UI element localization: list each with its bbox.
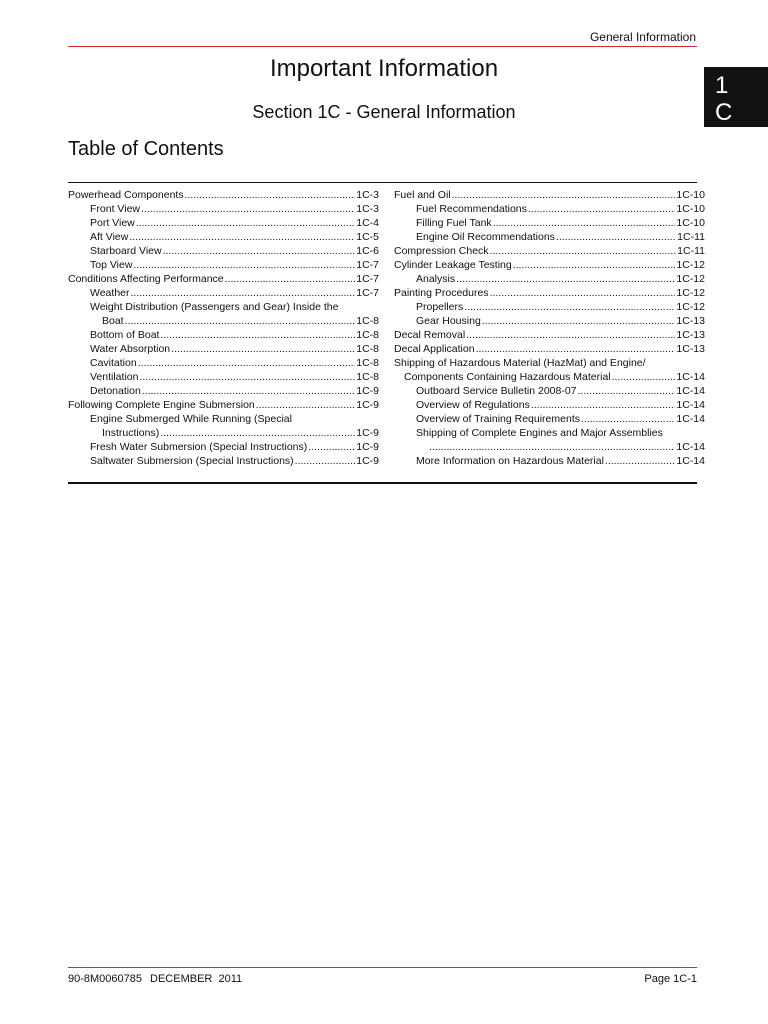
toc-entry[interactable] [68,412,379,426]
toc-entry-leader [185,188,356,202]
toc-entry-page: 1C-13 [676,343,705,355]
toc-entry-label: More Information on Hazardous Material [416,455,604,467]
toc-entry-page: 1C-8 [356,343,379,355]
toc-entry-label: Gear Housing [416,315,481,327]
toc-entry-label: Fuel and Oil [394,189,451,201]
toc-entry-page: 1C-14 [676,399,705,411]
toc-entry-leader [160,328,355,342]
toc-entry-leader [225,272,356,286]
page-title: Important Information [269,55,499,82]
toc-entry-page: 1C-7 [356,287,379,299]
toc-entry-label: Compression Check [394,245,489,257]
toc-entry-label: Filling Fuel Tank [416,217,492,229]
toc-entry-leader [605,454,675,468]
toc-top-rule [68,182,697,183]
toc-entry[interactable] [68,230,379,244]
footer-page-number: Page 1C-1 [644,973,697,985]
toc-entry-page: 1C-5 [356,231,379,243]
toc-entry-page: 1C-4 [356,217,379,229]
toc-entry-leader [136,216,355,230]
toc-entry-leader [456,272,675,286]
toc-entry-leader [429,440,675,454]
toc-entry[interactable] [68,300,379,314]
toc-entry-leader [171,342,355,356]
toc-entry[interactable] [68,258,379,272]
toc-entry-label: Overview of Regulations [416,399,530,411]
toc-entry-leader [493,216,676,230]
toc-entry-page: 1C-10 [676,217,705,229]
toc-entry[interactable] [68,202,379,216]
toc-entry-label: Fresh Water Submersion (Special Instructions) [90,441,308,453]
toc-entry-leader [452,188,676,202]
toc-entry-page: 1C-10 [676,203,705,215]
toc-entry-page: 1C-9 [356,441,379,453]
toc-entry[interactable] [68,426,379,440]
header-red-rule [68,46,697,47]
toc-entry[interactable] [394,216,705,230]
toc-entry[interactable] [68,440,379,454]
toc-entry-page: 1C-7 [356,259,379,271]
toc-entry[interactable] [394,454,705,468]
toc-entry-label: Ventilation [90,371,139,383]
toc-entry-label: Cylinder Leakage Testing [394,259,512,271]
toc-entry-page: 1C-9 [356,427,379,439]
toc-entry[interactable] [394,328,705,342]
toc-entry-page: 1C-14 [676,385,705,397]
toc-entry-leader [163,244,356,258]
toc-entry-label: Detonation [90,385,141,397]
toc-entry[interactable] [68,188,379,202]
toc-left-column [68,188,379,468]
toc-entry-page: 1C-8 [356,329,379,341]
toc-entry-label: Conditions Affecting Performance [68,273,224,285]
toc-entry[interactable] [68,286,379,300]
toc-entry-leader [160,426,355,440]
toc-entry-leader [464,300,675,314]
toc-entry[interactable] [394,202,705,216]
footer-red-rule [68,967,697,968]
toc-entry-label: Weight Distribution (Passengers and Gear) Inside the [90,301,339,313]
toc-entry-leader [482,314,676,328]
toc-entry-page: 1C-14 [676,371,705,383]
footer-date: DECEMBER 2011 [150,973,243,985]
toc-entry-label: Following Complete Engine Submersion [68,399,255,411]
toc-entry-leader [531,398,676,412]
toc-entry-leader [528,202,676,216]
toc-entry[interactable] [394,230,705,244]
toc-entry[interactable] [394,300,705,314]
toc-entry[interactable] [68,454,379,468]
toc-entry-label: Shipping of Hazardous Material (HazMat) and Engine/ [394,357,646,369]
toc-entry[interactable] [394,314,705,328]
toc-entry[interactable] [394,384,705,398]
footer-left [68,973,242,985]
toc-entry-leader [138,356,356,370]
toc-entry-label: Weather [90,287,130,299]
toc-heading: Table of Contents [68,138,224,160]
toc-entry-page: 1C-11 [677,231,705,243]
toc-entry-label: Components Containing Hazardous Material [404,371,611,383]
toc-entry-page: 1C-12 [676,273,705,285]
toc-entry-page: 1C-13 [676,329,705,341]
toc-entry[interactable] [68,342,379,356]
toc-entry-leader [612,370,676,384]
toc-entry-page: 1C-6 [356,245,379,257]
toc-entry[interactable] [394,440,705,454]
toc-entry[interactable] [68,384,379,398]
toc-entry-page: 1C-8 [356,357,379,369]
toc-entry[interactable] [394,356,705,370]
toc-entry-label: Outboard Service Bulletin 2008-07 [416,385,577,397]
toc-entry-leader [256,398,355,412]
toc-entry[interactable] [394,286,705,300]
toc-entry-leader [490,286,676,300]
toc-entry-leader [295,454,356,468]
toc-entry-page: 1C-7 [356,273,379,285]
toc-entry-label: Water Absorption [90,343,171,355]
toc-entry-label: Propellers [416,301,464,313]
toc-entry[interactable] [394,398,705,412]
toc-right-column [394,188,705,468]
toc-entry-leader [308,440,355,454]
footer-doc-number: 90-8M0060785 [68,973,143,985]
toc-entry-label: Instructions) [102,427,160,439]
toc-entry-page: 1C-12 [676,301,705,313]
toc-entry[interactable] [68,272,379,286]
toc-entry-label: Shipping of Complete Engines and Major Assemblies [416,427,663,439]
section-tab-number: 1 [715,72,729,99]
toc-entry-label: Decal Removal [394,329,466,341]
toc-entry[interactable] [394,244,705,258]
toc-entry-label: Front View [90,203,140,215]
toc-entry-page: 1C-12 [676,287,705,299]
toc-entry[interactable] [68,370,379,384]
toc-entry-leader [142,384,355,398]
toc-entry-label: Engine Submerged While Running (Special [90,413,292,425]
toc-entry-page: 1C-9 [356,385,379,397]
toc-entry-leader [139,370,355,384]
toc-entry-page: 1C-3 [356,189,379,201]
toc-entry-leader [141,202,355,216]
toc-entry-label: Overview of Training Requirements [416,413,580,425]
toc-entry-label: Port View [90,217,135,229]
toc-entry-page: 1C-9 [356,455,379,467]
toc-entry[interactable] [394,188,705,202]
toc-entry-page: 1C-11 [677,245,705,257]
toc-entry-leader [125,314,356,328]
toc-entry[interactable] [68,398,379,412]
section-tab-letter: C [715,99,733,126]
toc-entry[interactable] [68,314,379,328]
toc-entry-leader [490,244,677,258]
toc-entry-label: Powerhead Components [68,189,184,201]
toc-entry-page: 1C-12 [676,259,705,271]
toc-entry-leader [581,412,675,426]
toc-entry-leader [131,286,356,300]
toc-entry-label: Engine Oil Recommendations [416,231,555,243]
toc-entry-page: 1C-3 [356,203,379,215]
toc-entry-label: Analysis [416,273,456,285]
toc-entry[interactable] [68,328,379,342]
toc-entry-page: 1C-10 [676,189,705,201]
toc-entry[interactable] [394,426,705,440]
toc-entry-page: 1C-13 [676,315,705,327]
toc-entry-label: Starboard View [90,245,162,257]
toc-entry-leader [476,342,676,356]
toc-entry-page: 1C-14 [676,455,705,467]
toc-entry[interactable] [394,370,705,384]
toc-entry-leader [129,230,355,244]
toc-entry-label: Decal Application [394,343,475,355]
toc-entry-label: Top View [90,259,133,271]
toc-entry[interactable] [68,216,379,230]
toc-entry-page: 1C-14 [676,413,705,425]
page-header-title: General Information [589,30,696,44]
toc-entry-label: Painting Procedures [394,287,489,299]
toc-entry-label: Boat [102,315,124,327]
toc-entry-leader [556,230,676,244]
toc-entry-label: Bottom of Boat [90,329,160,341]
toc-entry-leader [466,328,675,342]
toc-entry-page: 1C-14 [676,441,705,453]
toc-entry[interactable] [68,356,379,370]
page-subtitle: Section 1C - General Information [252,102,516,122]
toc-entry-page: 1C-8 [356,371,379,383]
toc-entry-leader [578,384,676,398]
toc-entry-label: Cavitation [90,357,137,369]
toc-entry-label: Saltwater Submersion (Special Instructions) [90,455,294,467]
toc-entry[interactable] [68,244,379,258]
toc-entry[interactable] [394,272,705,286]
toc-bottom-rule [68,482,697,484]
toc-entry-leader [513,258,676,272]
toc-entry[interactable] [394,342,705,356]
toc-entry-label: Fuel Recommendations [416,203,527,215]
toc-entry-leader [133,258,355,272]
toc-entry-label: Aft View [90,231,129,243]
toc-entry[interactable] [394,412,705,426]
toc-entry[interactable] [394,258,705,272]
toc-entry-page: 1C-8 [356,315,379,327]
toc-entry-page: 1C-9 [356,399,379,411]
